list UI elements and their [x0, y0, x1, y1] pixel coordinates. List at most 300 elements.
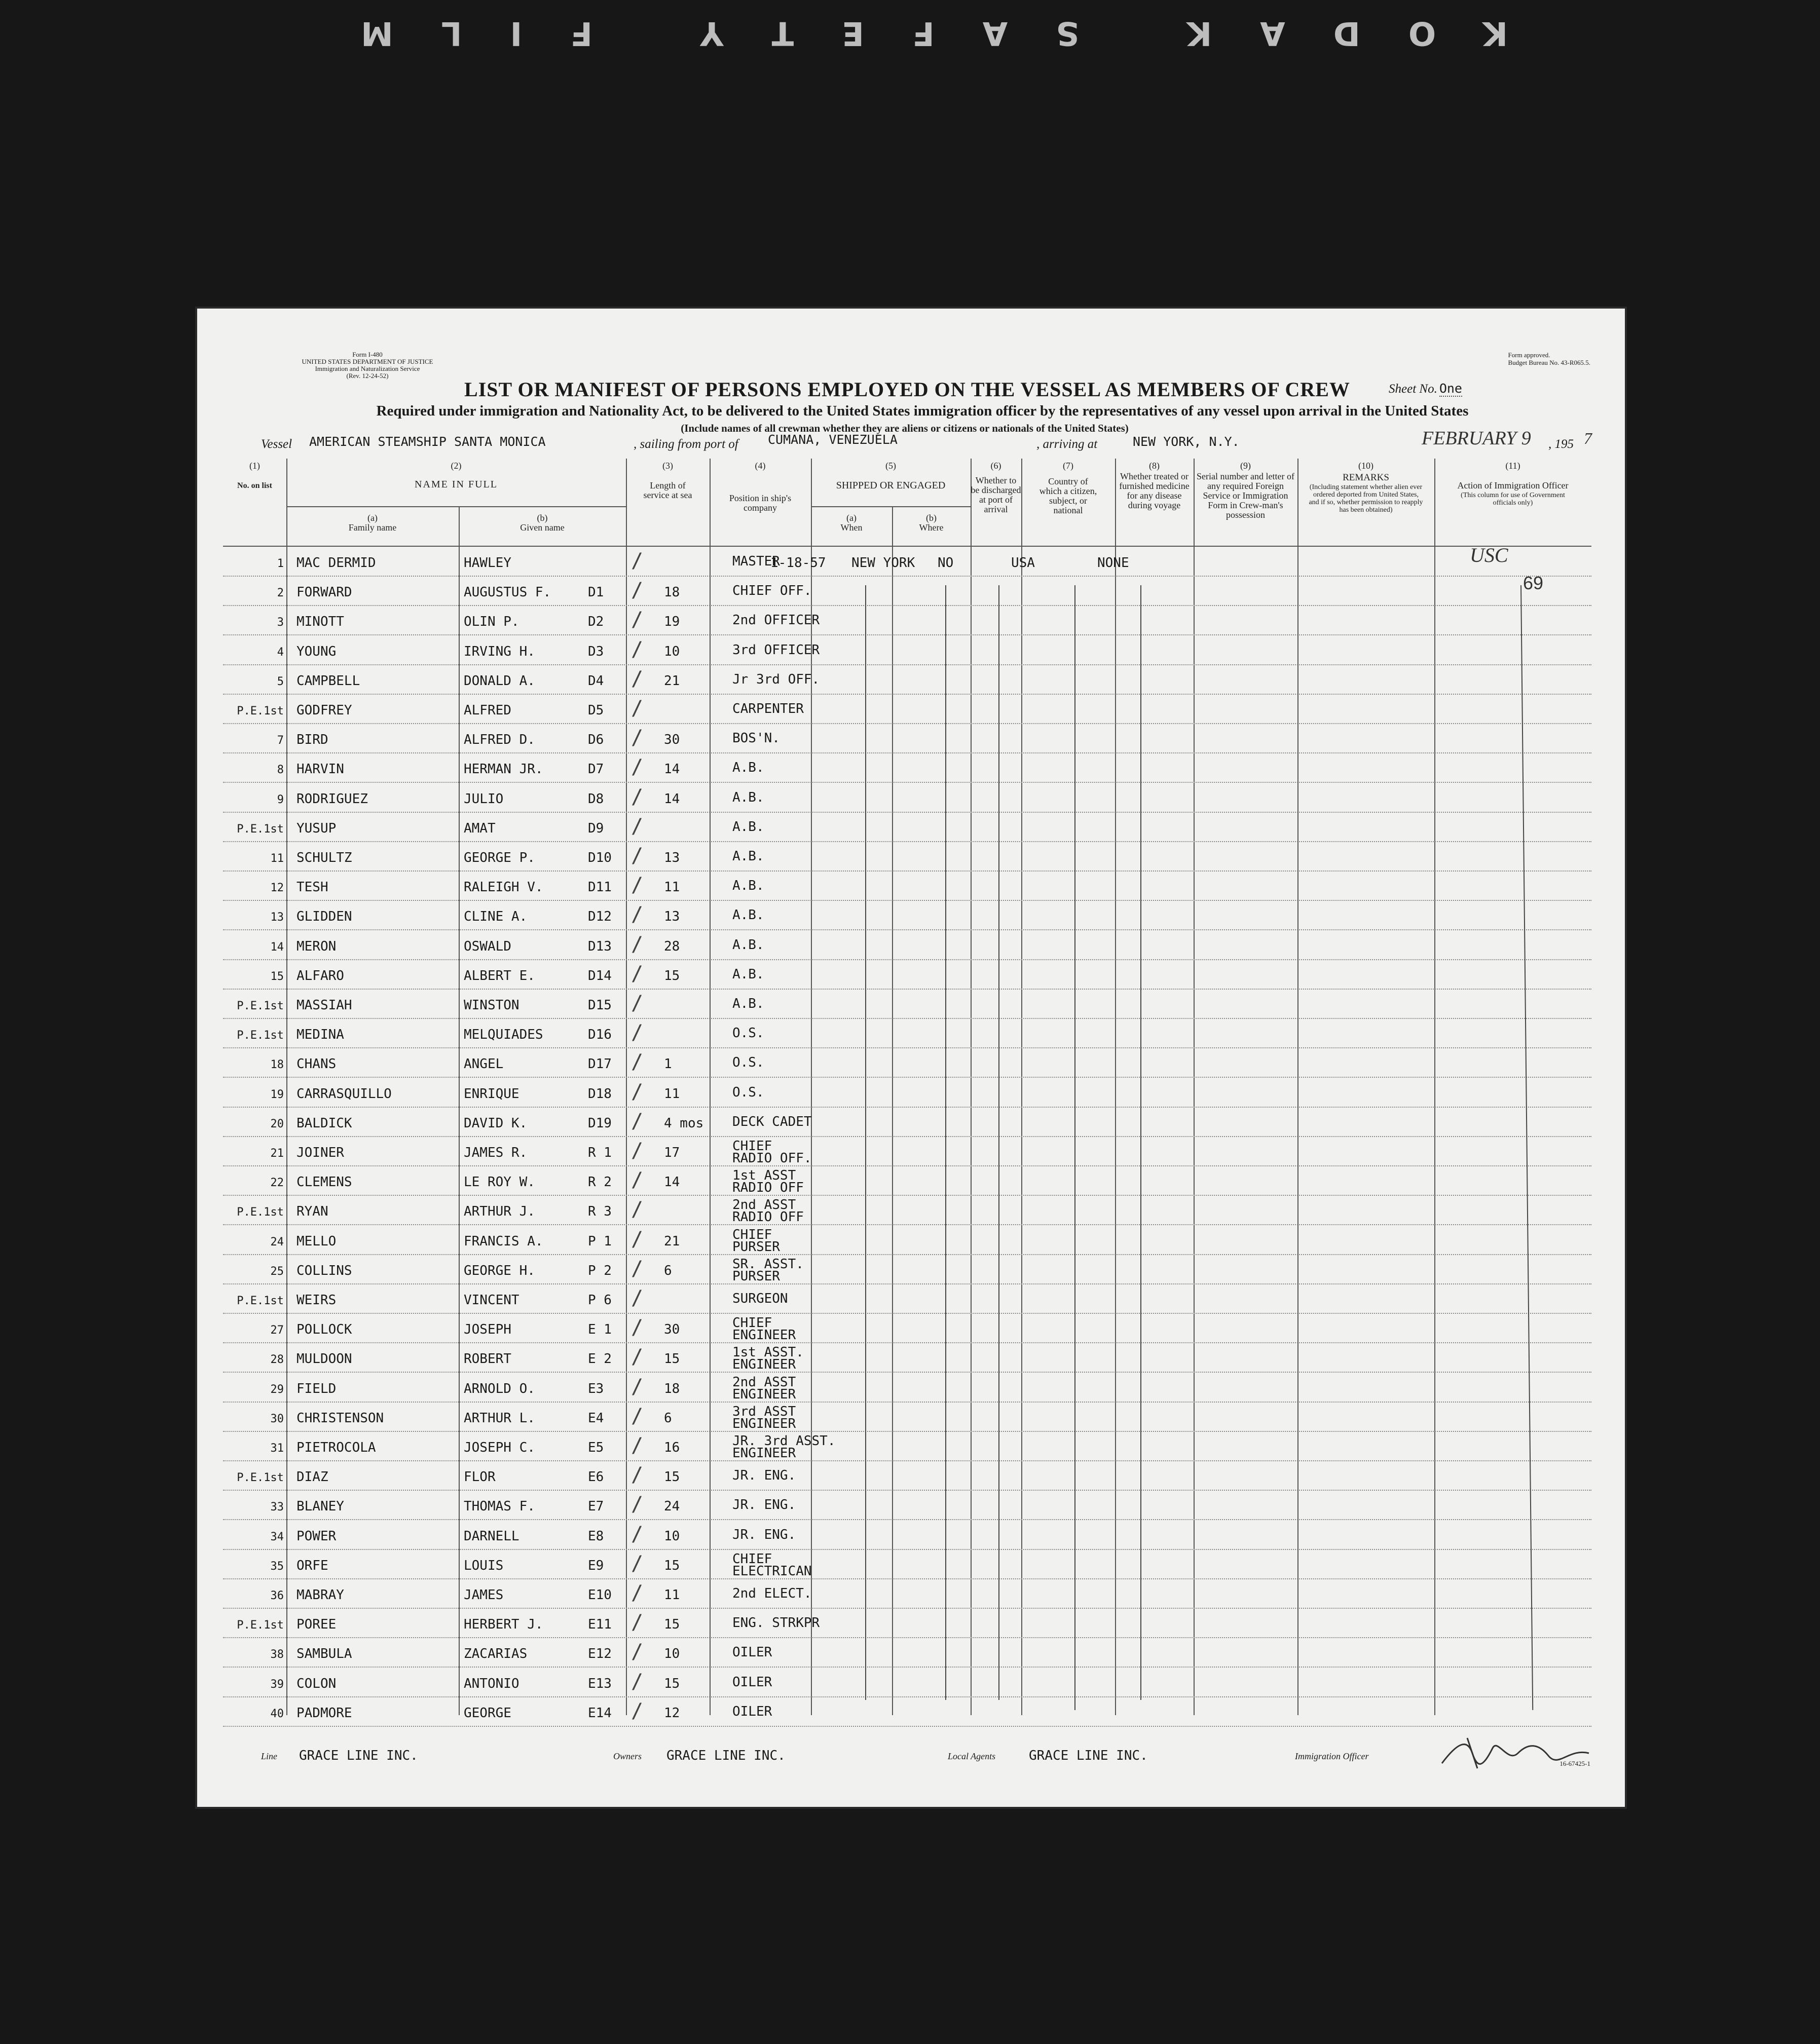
col-remarks-note: (Including statement whether alien ever ordered deported from United States, and if so, whether permission to reapply has been obtained): [1309, 483, 1423, 514]
check-mark: /: [631, 1522, 644, 1546]
crew-code: D16: [588, 1027, 612, 1043]
col-medicine-header: [1115, 461, 1194, 510]
table-row: [223, 724, 1591, 753]
service-length: 15: [664, 1558, 680, 1573]
family-name: CLEMENS: [296, 1175, 352, 1190]
family-name: JOINER: [296, 1145, 344, 1160]
ship-position: A.B.: [732, 966, 764, 982]
ship-position: A.B.: [732, 849, 764, 864]
given-name: ANGEL: [464, 1056, 504, 1072]
table-row: [223, 783, 1591, 813]
col-length-label: Length of service at sea: [643, 480, 692, 500]
given-name: FLOR: [464, 1469, 496, 1485]
family-name: CARRASQUILLO: [296, 1086, 392, 1102]
family-name: SCHULTZ: [296, 850, 352, 865]
ship-position: JR. ENG.: [732, 1527, 796, 1542]
check-mark: /: [631, 1286, 644, 1310]
service-length: 10: [664, 1646, 680, 1662]
ship-position: ENG. STRKPR: [732, 1615, 820, 1631]
given-name: ARTHUR L.: [464, 1410, 535, 1426]
col-position-number: (4): [755, 461, 766, 471]
header-bottom-rule: [223, 546, 1591, 547]
crew-code: R 2: [588, 1175, 612, 1190]
crew-code: E10: [588, 1587, 612, 1603]
sheet-value: One: [1439, 381, 1462, 396]
ship-position: A.B.: [732, 907, 764, 923]
year-value: 7: [1584, 429, 1592, 447]
ship-position: 3rd OFFICER: [732, 642, 820, 658]
ditto-line-discharged: [998, 585, 999, 1700]
sailing-port: CUMANA, VENEZUELA: [768, 432, 898, 447]
crew-code: D8: [588, 791, 604, 807]
table-row: [223, 1403, 1591, 1432]
list-number: 27: [270, 1324, 284, 1337]
col-length-header: [626, 461, 710, 500]
list-number: 8: [277, 764, 284, 777]
department-name: UNITED STATES DEPARTMENT OF JUSTICE: [302, 358, 433, 365]
col-serial-header: [1194, 461, 1297, 520]
vessel-name: AMERICAN STEAMSHIP SANTA MONICA: [309, 434, 546, 449]
crew-code: D11: [588, 880, 612, 895]
service-length: 14: [664, 762, 680, 777]
crew-code: E4: [588, 1410, 604, 1426]
col-remarks-number: (10): [1358, 461, 1373, 471]
service-length: 15: [664, 1676, 680, 1691]
ship-position: 2nd ASST ENGINEER: [732, 1374, 796, 1402]
service-length: 14: [664, 791, 680, 807]
col-action-header: [1434, 461, 1591, 507]
check-mark: /: [631, 1493, 644, 1517]
ship-position: A.B.: [732, 996, 764, 1011]
form-revision: (Rev. 12-24-52): [346, 372, 389, 380]
table-row: [223, 990, 1591, 1019]
check-mark: /: [631, 608, 644, 632]
table-row: [223, 1166, 1591, 1196]
ship-position: CHIEF PURSER: [732, 1227, 780, 1255]
family-name: FORWARD: [296, 585, 352, 600]
list-number: 19: [270, 1088, 284, 1101]
ship-position: 2nd ASST RADIO OFF: [732, 1197, 804, 1225]
col-given-label: Given name: [520, 522, 565, 533]
table-row: [223, 1373, 1591, 1403]
col-serial-label: Serial number and letter of any required Foreign Service or Immigration Form in Crew-man's possession: [1197, 471, 1294, 520]
service-length: 11: [664, 880, 680, 895]
given-name: DONALD A.: [464, 673, 535, 689]
col-remarks-header: [1297, 461, 1434, 514]
service-length: 16: [664, 1440, 680, 1455]
check-mark: /: [631, 932, 644, 956]
agents-label: Local Agents: [948, 1751, 996, 1761]
family-name: MULDOON: [296, 1351, 352, 1367]
given-name: HAWLEY: [464, 555, 511, 571]
col-country-number: (7): [1063, 461, 1073, 471]
check-mark: /: [631, 726, 644, 750]
ship-position: SR. ASST. PURSER: [732, 1256, 804, 1284]
col-discharged-header: [971, 461, 1021, 514]
family-name: CAMPBELL: [296, 673, 360, 689]
table-row: [223, 1108, 1591, 1137]
check-mark: /: [631, 579, 644, 602]
list-number: 36: [270, 1589, 284, 1602]
ditto-line-country: [1074, 585, 1075, 1710]
col-given-letter: (b): [537, 513, 548, 523]
service-name: Immigration and Naturalization Service: [315, 365, 420, 372]
col-medicine-label: Whether treated or furnished medicine for any disease during voyage: [1119, 471, 1190, 510]
list-number: 20: [270, 1117, 284, 1130]
check-mark: /: [631, 1551, 644, 1575]
family-name: COLON: [296, 1676, 337, 1691]
given-name: DAVID K.: [464, 1115, 528, 1131]
given-name: ALFRED: [464, 703, 511, 718]
family-name: MELLO: [296, 1233, 337, 1249]
given-name: ENRIQUE: [464, 1086, 519, 1102]
check-mark: /: [631, 637, 644, 661]
given-name: ARTHUR J.: [464, 1204, 535, 1220]
table-row: [223, 606, 1591, 635]
ship-position: JR. ENG.: [732, 1468, 796, 1484]
given-name: ZACARIAS: [464, 1646, 528, 1662]
check-mark: /: [631, 1198, 644, 1222]
crew-code: E6: [588, 1469, 604, 1485]
list-number: P.E.1st: [237, 1000, 284, 1012]
table-row: [223, 1521, 1591, 1550]
owners-value: GRACE LINE INC.: [666, 1748, 786, 1763]
family-name: POREE: [296, 1617, 337, 1633]
service-length: 15: [664, 1469, 680, 1485]
ship-position: BOS'N.: [732, 731, 780, 746]
ship-position: DECK CADET: [732, 1114, 812, 1129]
col-medicine-number: (8): [1149, 461, 1160, 471]
family-name: FIELD: [296, 1381, 337, 1396]
list-number: 13: [270, 911, 284, 924]
col-where-label: Where: [919, 522, 944, 533]
family-name: CHRISTENSON: [296, 1410, 384, 1426]
given-name: DARNELL: [464, 1528, 519, 1544]
ship-position: Jr 3rd OFF.: [732, 671, 820, 687]
list-number: 21: [270, 1147, 284, 1160]
crew-code: D13: [588, 938, 612, 954]
list-number: 29: [270, 1383, 284, 1396]
service-length: 18: [664, 1381, 680, 1396]
given-name: ALBERT E.: [464, 968, 535, 983]
ship-position: SURGEON: [732, 1291, 788, 1306]
ditto-line-when: [865, 585, 866, 1700]
table-row: [223, 872, 1591, 901]
service-length: 19: [664, 614, 680, 630]
film-edge-text: KODAK SAFETY FILM: [312, 14, 1508, 52]
list-number: P.E.1st: [237, 822, 284, 836]
col-position-header: [710, 461, 811, 513]
service-length: 10: [664, 644, 680, 659]
list-number: 5: [277, 675, 284, 688]
family-name: MABRAY: [296, 1587, 344, 1603]
ship-position: A.B.: [732, 789, 764, 805]
col-family-letter: (a): [367, 513, 378, 523]
table-row: [223, 1078, 1591, 1108]
check-mark: /: [631, 844, 644, 867]
list-number: P.E.1st: [237, 1206, 284, 1219]
list-number: 9: [277, 793, 284, 806]
list-number: 35: [270, 1560, 284, 1573]
country-value: USA: [1011, 555, 1035, 571]
given-name: THOMAS F.: [464, 1499, 535, 1515]
check-mark: /: [631, 1699, 644, 1723]
line-value: GRACE LINE INC.: [299, 1748, 418, 1763]
crew-code: E 1: [588, 1322, 612, 1338]
crew-code: E14: [588, 1705, 612, 1721]
given-name: AUGUSTUS F.: [464, 585, 551, 600]
col-no-number: (1): [249, 461, 260, 471]
family-name: TESH: [296, 880, 328, 895]
family-name: GLIDDEN: [296, 909, 352, 925]
service-length: 30: [664, 732, 680, 748]
immigration-action: USC: [1470, 544, 1508, 566]
check-mark: /: [631, 962, 644, 986]
service-length: 15: [664, 1351, 680, 1367]
crew-code: R 3: [588, 1204, 612, 1220]
check-mark: /: [631, 1463, 644, 1487]
ship-position: O.S.: [732, 1026, 764, 1041]
crew-code: E7: [588, 1499, 604, 1515]
sailing-label: , sailing from port of: [634, 437, 738, 451]
crew-code: E9: [588, 1558, 604, 1573]
ship-position: OILER: [732, 1674, 772, 1690]
list-number: 28: [270, 1353, 284, 1367]
crew-code: D17: [588, 1056, 612, 1072]
shipped-when: 1-18-57: [770, 555, 826, 571]
given-name: LOUIS: [464, 1558, 504, 1573]
list-number: 11: [270, 852, 284, 865]
given-name: GEORGE P.: [464, 850, 535, 865]
ship-position: OILER: [732, 1645, 772, 1660]
family-name: BALDICK: [296, 1115, 352, 1131]
table-row: [223, 1579, 1591, 1609]
table-row: [223, 1638, 1591, 1668]
table-row: [223, 1019, 1591, 1048]
given-name: JAMES R.: [464, 1145, 528, 1160]
table-row: [223, 1343, 1591, 1373]
col-country-header: [1021, 461, 1115, 515]
col-position-label: Position in ship's company: [729, 493, 792, 513]
crew-code: E13: [588, 1676, 612, 1691]
given-name: FRANCIS A.: [464, 1233, 543, 1249]
given-name: AMAT: [464, 820, 496, 836]
family-name: GODFREY: [296, 703, 352, 718]
check-mark: /: [631, 1227, 644, 1251]
agents-value: GRACE LINE INC.: [1029, 1748, 1148, 1763]
list-number: 34: [270, 1530, 284, 1543]
col-shipped-label: SHIPPED OR ENGAGED: [836, 480, 946, 491]
crew-code: D5: [588, 703, 604, 718]
family-name: MASSIAH: [296, 998, 352, 1013]
crew-code: E5: [588, 1440, 604, 1455]
col-name-label: NAME IN FULL: [415, 479, 498, 490]
check-mark: /: [631, 1257, 644, 1280]
sheet-number: [1389, 381, 1462, 396]
given-name: GEORGE: [464, 1705, 511, 1721]
check-mark: /: [631, 1434, 644, 1457]
crew-code: D12: [588, 909, 612, 925]
check-mark: /: [631, 1021, 644, 1045]
ship-position: O.S.: [732, 1055, 764, 1071]
given-name: CLINE A.: [464, 909, 528, 925]
col-where-header: [892, 513, 971, 533]
ship-position: CHIEF OFF.: [732, 583, 812, 599]
crew-code: D3: [588, 644, 604, 659]
list-number: 18: [270, 1058, 284, 1072]
check-mark: /: [631, 1109, 644, 1133]
family-name: CHANS: [296, 1056, 337, 1072]
col-name-header: [286, 461, 626, 489]
crew-code: D15: [588, 998, 612, 1013]
check-mark: /: [631, 1581, 644, 1605]
col-no-header: [223, 461, 286, 490]
check-mark: /: [631, 667, 644, 691]
service-length: 12: [664, 1705, 680, 1721]
check-mark: /: [631, 1404, 644, 1428]
year-prefix: , 195: [1548, 437, 1574, 451]
table-row: [223, 753, 1591, 783]
table-row: [223, 1609, 1591, 1638]
family-name: ORFE: [296, 1558, 328, 1573]
service-length: 1: [664, 1056, 672, 1072]
table-row: [223, 577, 1591, 606]
service-length: 14: [664, 1175, 680, 1190]
ditto-line-where: [945, 585, 946, 1700]
col-length-number: (3): [662, 461, 673, 471]
table-row: [223, 813, 1591, 842]
crew-code: P 1: [588, 1233, 612, 1249]
service-length: 18: [664, 585, 680, 600]
given-name: GEORGE H.: [464, 1263, 535, 1278]
list-number: P.E.1st: [237, 1471, 284, 1485]
service-length: 4 mos: [664, 1115, 704, 1131]
crew-code: D18: [588, 1086, 612, 1102]
immigration-action-count: 69: [1523, 573, 1544, 593]
col-shipped-number: (5): [885, 461, 896, 471]
table-row: [223, 1668, 1591, 1697]
col-serial-number: (9): [1240, 461, 1251, 471]
crew-code: D10: [588, 850, 612, 865]
ship-position: 2nd ELECT.: [732, 1586, 812, 1601]
given-name: RALEIGH V.: [464, 880, 543, 895]
check-mark: /: [631, 1670, 644, 1693]
service-length: 17: [664, 1145, 680, 1160]
list-number: P.E.1st: [237, 1029, 284, 1042]
ship-position: A.B.: [732, 760, 764, 776]
given-name: HERMAN JR.: [464, 762, 543, 777]
ship-position: CHIEF ELECTRICAN: [732, 1551, 812, 1579]
ship-position: MASTER: [732, 554, 780, 569]
document-subnote: (Include names of all crewman whether they are aliens or citizens or nationals of the United States): [681, 422, 1129, 434]
table-row: [223, 1461, 1591, 1491]
crew-code: E8: [588, 1528, 604, 1544]
line-label: Line: [261, 1751, 278, 1761]
table-row: [223, 931, 1591, 960]
header-rule: [459, 506, 626, 507]
check-mark: /: [631, 785, 644, 809]
given-name: ARNOLD O.: [464, 1381, 535, 1396]
crew-code: E12: [588, 1646, 612, 1662]
family-name: MEDINA: [296, 1027, 344, 1043]
family-name: POWER: [296, 1528, 337, 1544]
table-row: [223, 1196, 1591, 1225]
check-mark: /: [631, 1611, 644, 1635]
col-country-label: Country of which a citizen, subject, or national: [1039, 476, 1097, 515]
table-row: [223, 695, 1591, 724]
table-row: [223, 665, 1591, 695]
family-name: YOUNG: [296, 644, 337, 659]
sheet-label: Sheet No.: [1389, 382, 1437, 396]
crew-code: R 1: [588, 1145, 612, 1160]
crew-code: D19: [588, 1115, 612, 1131]
check-mark: /: [631, 903, 644, 927]
form-approval-note: [1508, 351, 1590, 366]
family-name: PADMORE: [296, 1705, 352, 1721]
given-name: IRVING H.: [464, 644, 535, 659]
list-number: 31: [270, 1442, 284, 1455]
given-name: LE ROY W.: [464, 1175, 535, 1190]
ship-position: 1st ASST. ENGINEER: [732, 1345, 804, 1373]
given-name: JOSEPH C.: [464, 1440, 535, 1455]
ship-position: A.B.: [732, 819, 764, 835]
given-name: JAMES: [464, 1587, 504, 1603]
budget-bureau-number: Budget Bureau No. 43-R065.5.: [1508, 359, 1590, 366]
family-name: YUSUP: [296, 820, 337, 836]
family-name: BLANEY: [296, 1499, 344, 1515]
check-mark: /: [631, 1050, 644, 1074]
service-length: 21: [664, 673, 680, 689]
crew-code: E11: [588, 1617, 612, 1633]
col-action-number: (11): [1505, 461, 1520, 471]
col-where-letter: (b): [926, 513, 937, 523]
check-mark: /: [631, 1375, 644, 1398]
list-number: 24: [270, 1235, 284, 1248]
list-number: 30: [270, 1412, 284, 1425]
col-family-header: [286, 513, 459, 533]
vessel-label: Vessel: [261, 437, 292, 451]
given-name: OLIN P.: [464, 614, 519, 630]
film-edge-header: [0, 0, 1820, 66]
list-number: 39: [270, 1678, 284, 1691]
owners-label: Owners: [613, 1751, 642, 1761]
service-length: 28: [664, 938, 680, 954]
given-name: WINSTON: [464, 998, 519, 1013]
document-title: LIST OR MANIFEST OF PERSONS EMPLOYED ON THE VESSEL AS MEMBERS OF CREW: [464, 378, 1350, 401]
list-number: 7: [277, 734, 284, 747]
family-name: BIRD: [296, 732, 328, 748]
ship-position: 1st ASST RADIO OFF: [732, 1168, 804, 1196]
service-length: 24: [664, 1499, 680, 1515]
arriving-label: , arriving at: [1036, 437, 1098, 451]
crew-code: D6: [588, 732, 604, 748]
footer-line: [261, 1748, 1579, 1773]
family-name: COLLINS: [296, 1263, 352, 1278]
ditto-line-medicine: [1140, 585, 1141, 1700]
table-row: [223, 1314, 1591, 1343]
col-discharged-label: Whether to be discharged at port of arrival: [971, 475, 1021, 514]
check-mark: /: [631, 992, 644, 1015]
table-row: [223, 636, 1591, 665]
crew-code: D14: [588, 968, 612, 983]
col-given-header: [459, 513, 626, 533]
ship-position: JR. 3rd ASST. ENGINEER: [732, 1433, 836, 1461]
ship-position: A.B.: [732, 878, 764, 894]
table-row: [223, 1284, 1591, 1314]
check-mark: /: [631, 874, 644, 897]
list-number: 40: [270, 1707, 284, 1720]
family-name: ALFARO: [296, 968, 344, 983]
